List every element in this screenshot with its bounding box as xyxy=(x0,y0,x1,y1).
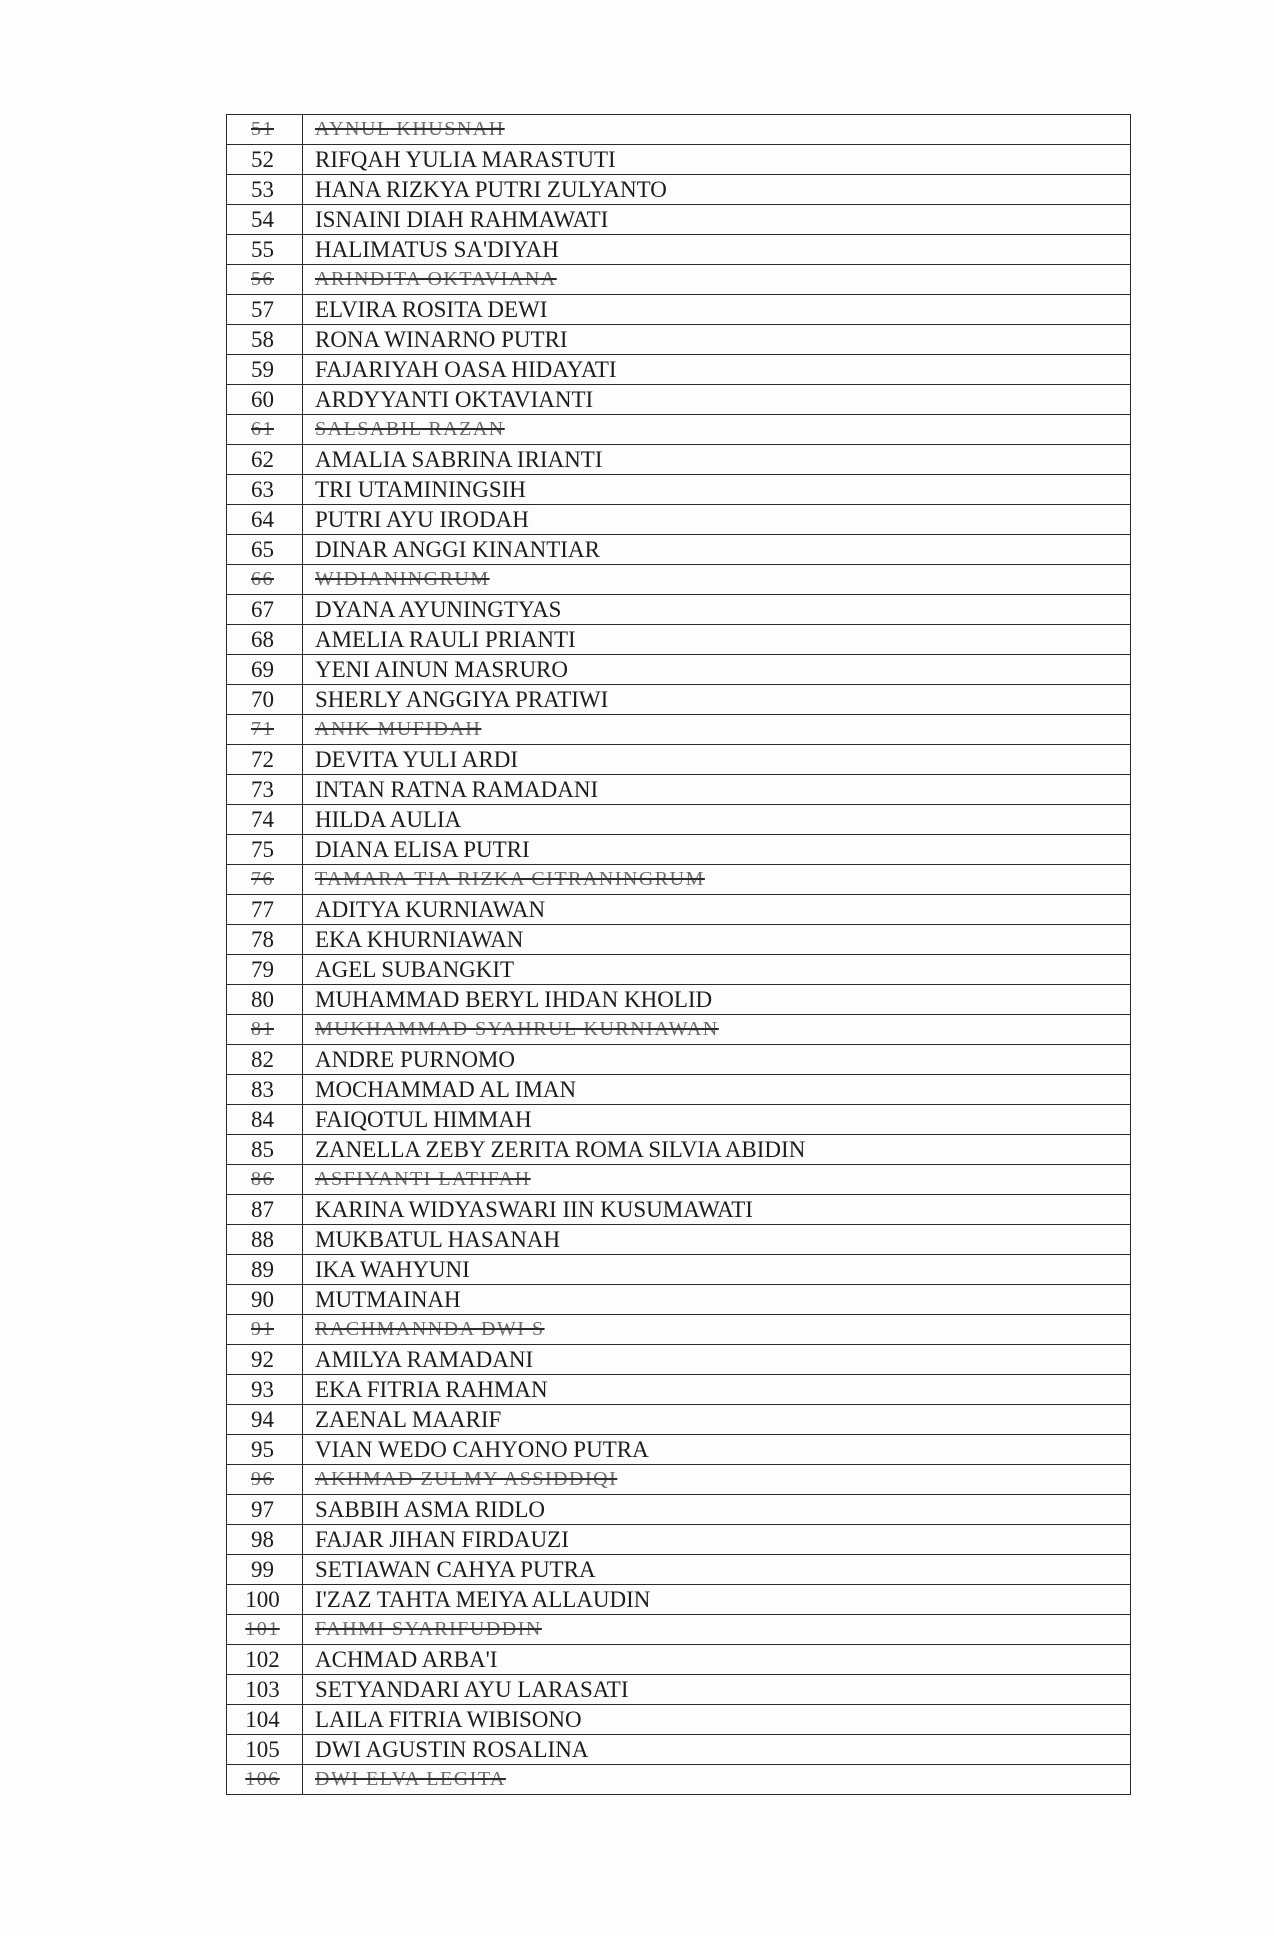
student-name: HALIMATUS SA'DIYAH xyxy=(315,237,559,262)
student-name-cell xyxy=(303,1105,1131,1135)
table-row xyxy=(227,1075,1131,1105)
table-row xyxy=(227,1405,1131,1435)
student-name-cell xyxy=(303,685,1131,715)
table-row xyxy=(227,595,1131,625)
student-name: ACHMAD ARBA'I xyxy=(315,1647,498,1672)
row-number: 57 xyxy=(251,297,274,322)
table-row xyxy=(227,1045,1131,1075)
row-number: 96 xyxy=(251,1468,274,1490)
table-row xyxy=(227,1585,1131,1615)
table-row xyxy=(227,1465,1131,1495)
table-row xyxy=(227,505,1131,535)
student-name: MUKBATUL HASANAH xyxy=(315,1227,561,1252)
student-name: DIANA ELISA PUTRI xyxy=(315,837,530,862)
student-name: RONA WINARNO PUTRI xyxy=(315,327,568,352)
row-number-cell xyxy=(227,1225,303,1255)
student-name: ANIK MUFIDAH xyxy=(315,718,482,740)
student-name: TRI UTAMININGSIH xyxy=(315,477,526,502)
table-row xyxy=(227,1735,1131,1765)
row-number: 87 xyxy=(251,1197,274,1222)
row-number: 68 xyxy=(251,627,274,652)
student-name-cell xyxy=(303,1675,1131,1705)
row-number-cell xyxy=(227,1165,303,1195)
row-number-cell xyxy=(227,355,303,385)
table-row xyxy=(227,1495,1131,1525)
row-number-cell xyxy=(227,1405,303,1435)
row-number: 52 xyxy=(251,147,274,172)
student-name: WIDIANINGRUM xyxy=(315,568,490,590)
row-number-cell xyxy=(227,1015,303,1045)
row-number-cell xyxy=(227,265,303,295)
student-name-cell xyxy=(303,1405,1131,1435)
student-name: INTAN RATNA RAMADANI xyxy=(315,777,599,802)
row-number: 62 xyxy=(251,447,274,472)
name-list-table xyxy=(226,114,1131,1795)
student-name: KARINA WIDYASWARI IIN KUSUMAWATI xyxy=(315,1197,753,1222)
row-number-cell xyxy=(227,1705,303,1735)
student-name: AMELIA RAULI PRIANTI xyxy=(315,627,576,652)
row-number: 63 xyxy=(251,477,274,502)
student-name-cell xyxy=(303,595,1131,625)
table-row xyxy=(227,1225,1131,1255)
table-row xyxy=(227,1525,1131,1555)
row-number-cell xyxy=(227,925,303,955)
student-name: VIAN WEDO CAHYONO PUTRA xyxy=(315,1437,649,1462)
student-name-cell xyxy=(303,835,1131,865)
student-name-cell xyxy=(303,535,1131,565)
row-number-cell xyxy=(227,1645,303,1675)
row-number: 99 xyxy=(251,1557,274,1582)
table-row xyxy=(227,865,1131,895)
student-name-cell xyxy=(303,1765,1131,1795)
student-name-cell xyxy=(303,1225,1131,1255)
row-number: 61 xyxy=(251,418,274,440)
row-number: 60 xyxy=(251,387,274,412)
table-row xyxy=(227,415,1131,445)
student-name-cell xyxy=(303,1195,1131,1225)
row-number: 80 xyxy=(251,987,274,1012)
student-name: FAJAR JIHAN FIRDAUZI xyxy=(315,1527,569,1552)
student-name-cell xyxy=(303,1165,1131,1195)
student-name-cell xyxy=(303,115,1131,145)
table-row xyxy=(227,235,1131,265)
row-number: 65 xyxy=(251,537,274,562)
table-row xyxy=(227,955,1131,985)
student-name: EKA KHURNIAWAN xyxy=(315,927,524,952)
row-number: 76 xyxy=(251,868,274,890)
student-name: DINAR ANGGI KINANTIAR xyxy=(315,537,600,562)
row-number-cell xyxy=(227,205,303,235)
table-row xyxy=(227,1555,1131,1585)
student-name-cell xyxy=(303,1135,1131,1165)
table-row xyxy=(227,325,1131,355)
student-name: HILDA AULIA xyxy=(315,807,462,832)
table-row xyxy=(227,1105,1131,1135)
row-number-cell xyxy=(227,1045,303,1075)
table-row xyxy=(227,715,1131,745)
row-number: 95 xyxy=(251,1437,274,1462)
student-name-cell xyxy=(303,295,1131,325)
student-name: ZAENAL MAARIF xyxy=(315,1407,502,1432)
student-name: AKHMAD ZULMY ASSIDDIQI xyxy=(315,1468,618,1490)
table-row xyxy=(227,385,1131,415)
row-number-cell xyxy=(227,1105,303,1135)
table-row xyxy=(227,1135,1131,1165)
row-number-cell xyxy=(227,535,303,565)
row-number: 91 xyxy=(251,1318,274,1340)
row-number: 89 xyxy=(251,1257,274,1282)
row-number: 81 xyxy=(251,1018,274,1040)
student-name: MUHAMMAD BERYL IHDAN KHOLID xyxy=(315,987,713,1012)
table-row xyxy=(227,115,1131,145)
row-number-cell xyxy=(227,895,303,925)
table-row xyxy=(227,985,1131,1015)
table-row xyxy=(227,775,1131,805)
row-number-cell xyxy=(227,385,303,415)
table-row xyxy=(227,1705,1131,1735)
student-name: AMILYA RAMADANI xyxy=(315,1347,534,1372)
row-number-cell xyxy=(227,1615,303,1645)
row-number-cell xyxy=(227,505,303,535)
row-number: 100 xyxy=(245,1587,280,1612)
table-row xyxy=(227,805,1131,835)
row-number: 106 xyxy=(245,1768,280,1790)
row-number: 78 xyxy=(251,927,274,952)
student-name-cell xyxy=(303,775,1131,805)
table-row xyxy=(227,175,1131,205)
row-number: 56 xyxy=(251,268,274,290)
row-number: 103 xyxy=(245,1677,280,1702)
student-name: LAILA FITRIA WIBISONO xyxy=(315,1707,582,1732)
table-row xyxy=(227,1285,1131,1315)
student-name-cell xyxy=(303,805,1131,835)
table-row xyxy=(227,1315,1131,1345)
row-number: 102 xyxy=(245,1647,280,1672)
student-name-cell xyxy=(303,355,1131,385)
row-number: 69 xyxy=(251,657,274,682)
row-number: 105 xyxy=(245,1737,280,1762)
student-name: SETIAWAN CAHYA PUTRA xyxy=(315,1557,596,1582)
row-number-cell xyxy=(227,1525,303,1555)
table-row xyxy=(227,295,1131,325)
table-row xyxy=(227,265,1131,295)
student-name: DWI ELVA LEGITA xyxy=(315,1768,506,1790)
row-number: 55 xyxy=(251,237,274,262)
student-name-cell xyxy=(303,865,1131,895)
row-number: 88 xyxy=(251,1227,274,1252)
student-name-cell xyxy=(303,715,1131,745)
student-name: HANA RIZKYA PUTRI ZULYANTO xyxy=(315,177,667,202)
row-number-cell xyxy=(227,1135,303,1165)
table-row xyxy=(227,1345,1131,1375)
student-name: ADITYA KURNIAWAN xyxy=(315,897,546,922)
student-name-cell xyxy=(303,505,1131,535)
row-number: 92 xyxy=(251,1347,274,1372)
table-row xyxy=(227,1645,1131,1675)
student-name-cell xyxy=(303,175,1131,205)
row-number-cell xyxy=(227,1435,303,1465)
row-number: 54 xyxy=(251,207,274,232)
table-row xyxy=(227,355,1131,385)
student-name-cell xyxy=(303,1495,1131,1525)
student-name-cell xyxy=(303,1615,1131,1645)
table-row xyxy=(227,1015,1131,1045)
row-number-cell xyxy=(227,745,303,775)
student-name: RACHMANNDA DWI S xyxy=(315,1318,545,1340)
row-number-cell xyxy=(227,595,303,625)
row-number-cell xyxy=(227,445,303,475)
row-number: 85 xyxy=(251,1137,274,1162)
table-row xyxy=(227,475,1131,505)
row-number-cell xyxy=(227,1195,303,1225)
table-row xyxy=(227,685,1131,715)
row-number-cell xyxy=(227,775,303,805)
row-number-cell xyxy=(227,145,303,175)
student-name-cell xyxy=(303,1345,1131,1375)
student-name-cell xyxy=(303,445,1131,475)
student-name: FAIQOTUL HIMMAH xyxy=(315,1107,532,1132)
row-number-cell xyxy=(227,1555,303,1585)
student-name-cell xyxy=(303,1255,1131,1285)
student-name-cell xyxy=(303,1045,1131,1075)
row-number: 83 xyxy=(251,1077,274,1102)
student-name: DYANA AYUNINGTYAS xyxy=(315,597,562,622)
student-name: TAMARA TIA RIZKA CITRANINGRUM xyxy=(315,868,705,890)
row-number-cell xyxy=(227,475,303,505)
row-number-cell xyxy=(227,175,303,205)
student-name: ASFIYANTI LATIFAH xyxy=(315,1168,531,1190)
row-number: 82 xyxy=(251,1047,274,1072)
table-row xyxy=(227,1615,1131,1645)
row-number-cell xyxy=(227,325,303,355)
student-name-cell xyxy=(303,325,1131,355)
table-row xyxy=(227,625,1131,655)
table-row xyxy=(227,1765,1131,1795)
row-number-cell xyxy=(227,1075,303,1105)
row-number: 86 xyxy=(251,1168,274,1190)
student-name: MUKHAMMAD SYAHRUL KURNIAWAN xyxy=(315,1018,719,1040)
student-name: ARINDITA OKTAVIANA xyxy=(315,268,557,290)
row-number: 66 xyxy=(251,568,274,590)
student-name: ARDYYANTI OKTAVIANTI xyxy=(315,387,594,412)
row-number: 104 xyxy=(245,1707,280,1732)
student-name-cell xyxy=(303,1525,1131,1555)
row-number: 53 xyxy=(251,177,274,202)
row-number-cell xyxy=(227,865,303,895)
row-number: 51 xyxy=(251,118,274,140)
student-name: IKA WAHYUNI xyxy=(315,1257,470,1282)
row-number: 75 xyxy=(251,837,274,862)
row-number-cell xyxy=(227,1585,303,1615)
student-name: SHERLY ANGGIYA PRATIWI xyxy=(315,687,609,712)
student-name-cell xyxy=(303,1555,1131,1585)
student-name: SABBIH ASMA RIDLO xyxy=(315,1497,546,1522)
student-name-cell xyxy=(303,205,1131,235)
student-name: YENI AINUN MASRURO xyxy=(315,657,569,682)
row-number: 93 xyxy=(251,1377,274,1402)
student-name: AGEL SUBANGKIT xyxy=(315,957,515,982)
row-number: 64 xyxy=(251,507,274,532)
row-number-cell xyxy=(227,1255,303,1285)
table-row xyxy=(227,745,1131,775)
table-row xyxy=(227,1675,1131,1705)
name-list-body xyxy=(227,115,1131,1795)
row-number: 90 xyxy=(251,1287,274,1312)
student-name: AYNUL KHUSNAH xyxy=(315,118,505,140)
row-number-cell xyxy=(227,1375,303,1405)
student-name: MOCHAMMAD AL IMAN xyxy=(315,1077,577,1102)
student-name-cell xyxy=(303,565,1131,595)
row-number: 59 xyxy=(251,357,274,382)
row-number: 70 xyxy=(251,687,274,712)
student-name: DWI AGUSTIN ROSALINA xyxy=(315,1737,589,1762)
student-name-cell xyxy=(303,655,1131,685)
table-row xyxy=(227,565,1131,595)
row-number-cell xyxy=(227,1735,303,1765)
row-number-cell xyxy=(227,655,303,685)
student-name: DEVITA YULI ARDI xyxy=(315,747,519,772)
student-name: ISNAINI DIAH RAHMAWATI xyxy=(315,207,609,232)
row-number-cell xyxy=(227,715,303,745)
row-number-cell xyxy=(227,1465,303,1495)
student-name-cell xyxy=(303,475,1131,505)
row-number: 71 xyxy=(251,718,274,740)
student-name: EKA FITRIA RAHMAN xyxy=(315,1377,548,1402)
row-number-cell xyxy=(227,955,303,985)
student-name: SALSABIL RAZAN xyxy=(315,418,505,440)
row-number: 84 xyxy=(251,1107,274,1132)
table-row xyxy=(227,1255,1131,1285)
student-name-cell xyxy=(303,1285,1131,1315)
table-row xyxy=(227,1195,1131,1225)
student-name-cell xyxy=(303,895,1131,925)
student-name: ANDRE PURNOMO xyxy=(315,1047,515,1072)
student-name: AMALIA SABRINA IRIANTI xyxy=(315,447,603,472)
student-name: ZANELLA ZEBY ZERITA ROMA SILVIA ABIDIN xyxy=(315,1137,806,1162)
row-number-cell xyxy=(227,835,303,865)
student-name: I'ZAZ TAHTA MEIYA ALLAUDIN xyxy=(315,1587,651,1612)
student-name-cell xyxy=(303,1315,1131,1345)
table-row xyxy=(227,1165,1131,1195)
student-name: FAHMI SYARIFUDDIN xyxy=(315,1618,542,1640)
row-number: 98 xyxy=(251,1527,274,1552)
student-name-cell xyxy=(303,625,1131,655)
row-number-cell xyxy=(227,805,303,835)
student-name-cell xyxy=(303,415,1131,445)
row-number-cell xyxy=(227,1675,303,1705)
table-row xyxy=(227,205,1131,235)
table-row xyxy=(227,535,1131,565)
row-number: 58 xyxy=(251,327,274,352)
student-name: SETYANDARI AYU LARASATI xyxy=(315,1677,629,1702)
student-name: PUTRI AYU IRODAH xyxy=(315,507,529,532)
row-number: 101 xyxy=(245,1618,280,1640)
table-row xyxy=(227,445,1131,475)
student-name: ELVIRA ROSITA DEWI xyxy=(315,297,548,322)
student-name-cell xyxy=(303,1735,1131,1765)
student-name-cell xyxy=(303,925,1131,955)
row-number: 79 xyxy=(251,957,274,982)
table-row xyxy=(227,895,1131,925)
row-number-cell xyxy=(227,1345,303,1375)
row-number-cell xyxy=(227,685,303,715)
table-row xyxy=(227,1375,1131,1405)
row-number-cell xyxy=(227,1495,303,1525)
row-number: 94 xyxy=(251,1407,274,1432)
row-number-cell xyxy=(227,625,303,655)
row-number-cell xyxy=(227,1285,303,1315)
row-number: 77 xyxy=(251,897,274,922)
row-number: 73 xyxy=(251,777,274,802)
row-number: 97 xyxy=(251,1497,274,1522)
row-number: 72 xyxy=(251,747,274,772)
table-row xyxy=(227,655,1131,685)
table-row xyxy=(227,835,1131,865)
student-name-cell xyxy=(303,385,1131,415)
table-row xyxy=(227,925,1131,955)
student-name-cell xyxy=(303,1435,1131,1465)
table-row xyxy=(227,145,1131,175)
student-name-cell xyxy=(303,1465,1131,1495)
table-row xyxy=(227,1435,1131,1465)
row-number-cell xyxy=(227,295,303,325)
student-name-cell xyxy=(303,1075,1131,1105)
row-number: 67 xyxy=(251,597,274,622)
student-name-cell xyxy=(303,145,1131,175)
row-number-cell xyxy=(227,565,303,595)
student-name: MUTMAINAH xyxy=(315,1287,461,1312)
student-name: FAJARIYAH OASA HIDAYATI xyxy=(315,357,617,382)
row-number-cell xyxy=(227,415,303,445)
student-name-cell xyxy=(303,1375,1131,1405)
student-name-cell xyxy=(303,1645,1131,1675)
student-name-cell xyxy=(303,1585,1131,1615)
row-number-cell xyxy=(227,1765,303,1795)
row-number-cell xyxy=(227,115,303,145)
student-name-cell xyxy=(303,955,1131,985)
row-number: 74 xyxy=(251,807,274,832)
student-name-cell xyxy=(303,985,1131,1015)
student-name: RIFQAH YULIA MARASTUTI xyxy=(315,147,616,172)
row-number-cell xyxy=(227,1315,303,1345)
student-name-cell xyxy=(303,1015,1131,1045)
student-name-cell xyxy=(303,235,1131,265)
student-name-cell xyxy=(303,745,1131,775)
student-name-cell xyxy=(303,265,1131,295)
row-number-cell xyxy=(227,235,303,265)
student-name-cell xyxy=(303,1705,1131,1735)
row-number-cell xyxy=(227,985,303,1015)
